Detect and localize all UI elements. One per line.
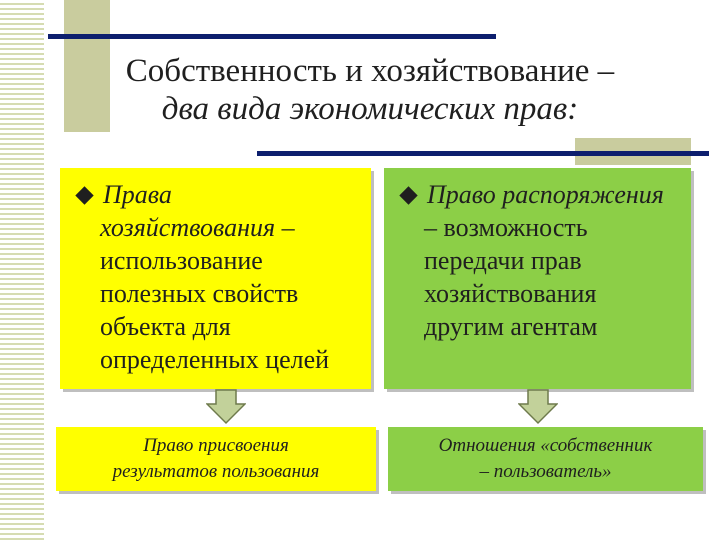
left-term-line-2-row: [74, 211, 366, 244]
left-line-4: полезных свойств: [100, 279, 299, 308]
bottom-right-box: [388, 427, 703, 491]
left-term-line-1: Права: [103, 180, 172, 209]
down-arrow-left-icon: [206, 389, 246, 425]
left-dash: –: [275, 213, 295, 242]
right-line-2: возможность: [437, 213, 588, 242]
title-line-2: два вида экономических прав:: [161, 91, 579, 127]
left-content-box: [60, 168, 371, 389]
left-bullet: [74, 178, 366, 376]
right-content-box: [384, 168, 691, 389]
decorative-stripes: [0, 0, 44, 540]
title-rule-bottom: [257, 151, 709, 156]
slide-title: [70, 52, 670, 128]
diamond-bullet-icon: [399, 186, 417, 204]
bottom-left-box: [56, 427, 376, 491]
bottom-left-line-1: Право присвоения: [143, 435, 289, 456]
right-line-4: хозяйствования: [424, 279, 597, 308]
left-term-line-2: хозяйствования: [100, 213, 276, 242]
bottom-right-line-2: – пользователь»: [479, 461, 612, 482]
bottom-right-line-1: Отношения «собственник: [438, 435, 653, 456]
left-line-6: определенных целей: [100, 345, 330, 374]
right-line-3: передачи прав: [424, 246, 582, 275]
down-arrow-right-icon: [518, 389, 558, 425]
right-line-5: другим агентам: [424, 312, 598, 341]
right-term-line-1: Право распоряжения: [427, 180, 664, 209]
right-dash: –: [424, 213, 437, 242]
right-line-2-row: [398, 211, 688, 244]
left-line-5: объекта для: [100, 312, 231, 341]
left-line-3: использование: [100, 246, 263, 275]
bottom-left-line-2: результатов пользования: [112, 461, 320, 482]
diamond-bullet-icon: [75, 186, 93, 204]
right-bullet: [398, 178, 688, 343]
title-rule-top: [48, 34, 496, 39]
title-line-1: Собственность и хозяйствование –: [125, 53, 615, 89]
